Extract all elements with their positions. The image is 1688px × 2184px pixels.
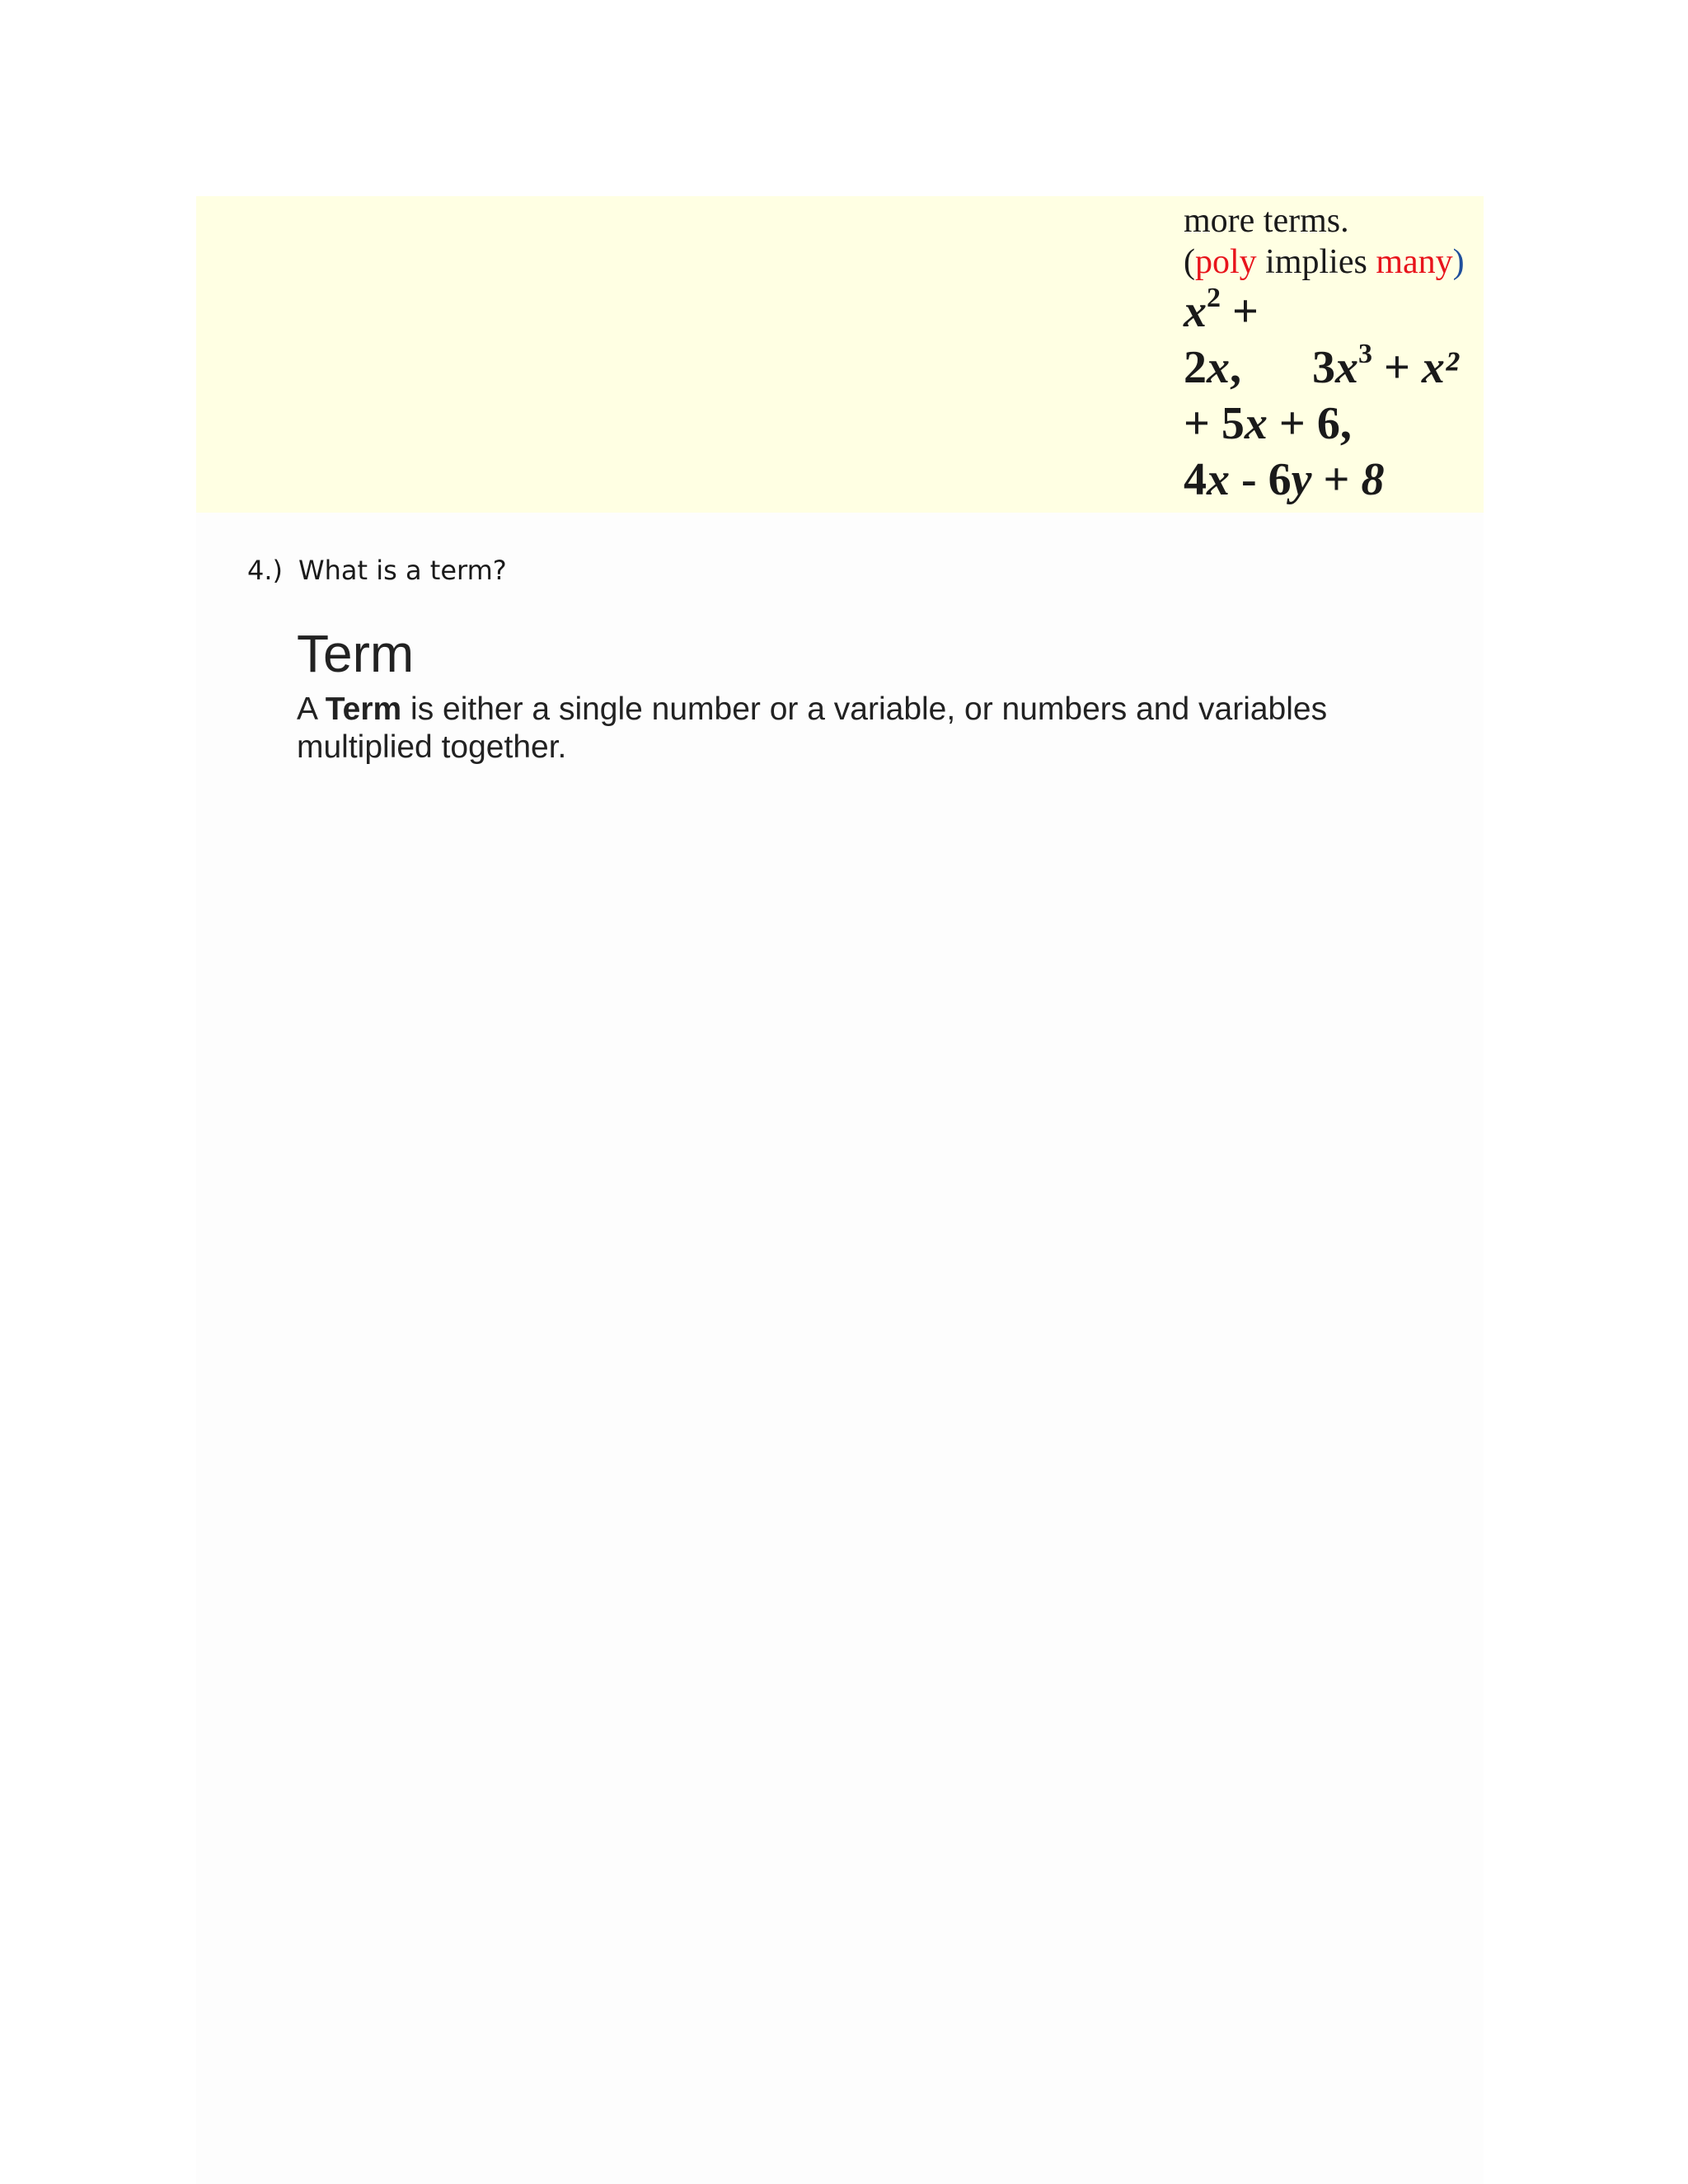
example-line-1 xyxy=(1184,285,1259,338)
exponent: 2 xyxy=(1207,283,1221,313)
minus-term: - 6 xyxy=(1230,454,1292,505)
comma: , xyxy=(1230,342,1241,393)
coefficient: 3 xyxy=(1312,342,1335,393)
plus-sign: + xyxy=(1311,454,1362,505)
word-implies: implies xyxy=(1256,243,1376,281)
var-x: x xyxy=(1244,398,1268,449)
paren-open: ( xyxy=(1184,243,1195,281)
plus-sign: + xyxy=(1221,286,1259,337)
plus-sign: + xyxy=(1372,342,1422,393)
coefficient: 2 xyxy=(1184,342,1207,393)
var-x: x xyxy=(1184,286,1207,337)
coefficient: 4 xyxy=(1184,454,1207,505)
question-number: 4.) xyxy=(247,555,284,586)
var-x: x xyxy=(1335,342,1358,393)
example-line-2 xyxy=(1184,341,1459,394)
exponent: 3 xyxy=(1358,339,1372,369)
word-poly: poly xyxy=(1195,243,1257,281)
var-x-squared: x² xyxy=(1421,342,1459,393)
def-start: A xyxy=(297,691,326,727)
def-rest: is either a single number or a variable, or numbers and variables multiplied together. xyxy=(297,691,1328,765)
question-4 xyxy=(247,554,507,587)
constant: 8 xyxy=(1361,454,1385,505)
poly-etymology xyxy=(1184,242,1465,282)
var-x: x xyxy=(1207,454,1230,505)
term-5: + 5 xyxy=(1184,398,1245,449)
var-y: y xyxy=(1291,454,1312,505)
definition-fragment: more terms. xyxy=(1184,202,1349,240)
question-text: What is a term? xyxy=(298,555,507,586)
term-heading: Term xyxy=(297,624,415,683)
term-6: + 6, xyxy=(1267,398,1352,449)
paren-close: ) xyxy=(1452,243,1465,281)
example-line-4 xyxy=(1184,453,1384,506)
def-bold-term: Term xyxy=(325,691,402,727)
example-line-3 xyxy=(1184,397,1352,450)
var-x: x xyxy=(1207,342,1230,393)
term-definition xyxy=(297,691,1451,766)
word-many: many xyxy=(1376,243,1453,281)
